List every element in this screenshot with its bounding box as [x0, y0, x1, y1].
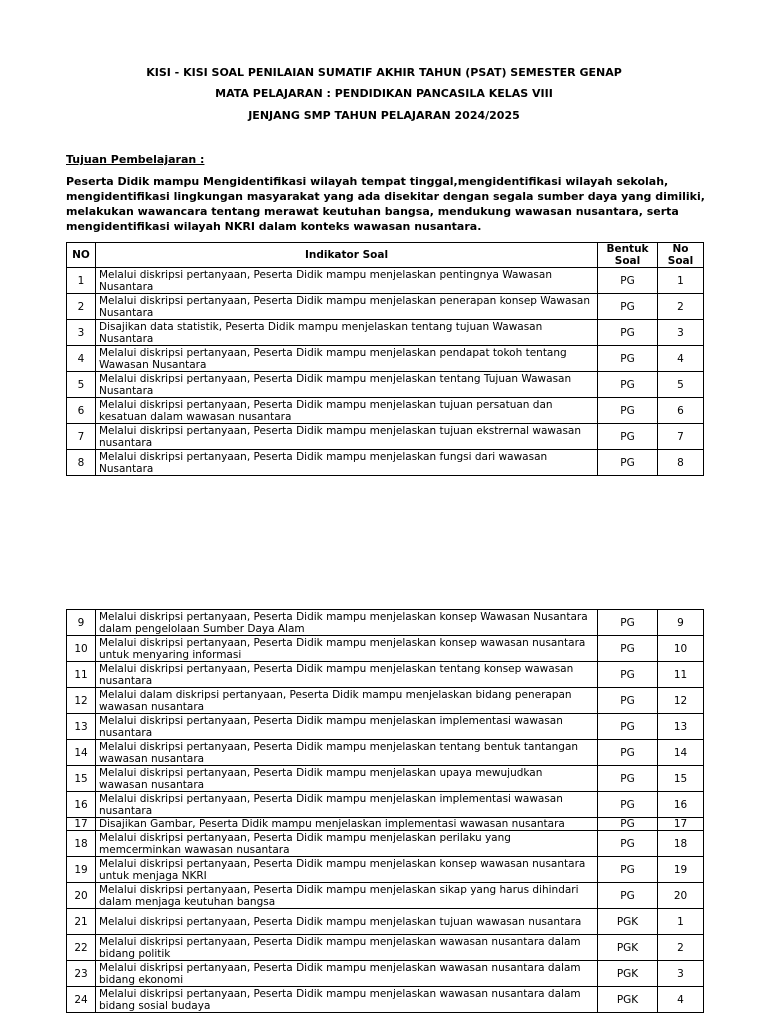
row-number: 24: [67, 987, 96, 1013]
row-bentuk-soal: PGK: [598, 961, 658, 987]
row-indikator: Melalui diskripsi pertanyaan, Peserta Didik mampu menjelaskan tujuan persatuan dan kesatuan dalam wawasan nusantara: [96, 398, 598, 424]
table-row: [67, 450, 704, 476]
row-number: 9: [67, 610, 96, 636]
row-no-soal: 10: [658, 636, 704, 662]
table-row: [67, 883, 704, 909]
row-bentuk-soal: PG: [598, 610, 658, 636]
table-row: [67, 792, 704, 818]
table-row: [67, 636, 704, 662]
row-number: 2: [67, 294, 96, 320]
row-no-soal: 5: [658, 372, 704, 398]
row-bentuk-soal: PG: [598, 294, 658, 320]
table-row: [67, 935, 704, 961]
table-row: [67, 662, 704, 688]
row-bentuk-soal: PGK: [598, 909, 658, 935]
row-number: 18: [67, 831, 96, 857]
table-row: [67, 610, 704, 636]
row-number: 21: [67, 909, 96, 935]
row-number: 12: [67, 688, 96, 714]
row-no-soal: 12: [658, 688, 704, 714]
row-number: 17: [67, 818, 96, 831]
row-no-soal: 1: [658, 268, 704, 294]
row-indikator: Melalui dalam diskripsi pertanyaan, Peserta Didik mampu menjelaskan bidang penerapan wawasan nusantara: [96, 688, 598, 714]
row-indikator: Melalui diskripsi pertanyaan, Peserta Didik mampu menjelaskan konsep wawasan nusantara untuk menyaring informasi: [96, 636, 598, 662]
row-bentuk-soal: PG: [598, 662, 658, 688]
row-bentuk-soal: PG: [598, 831, 658, 857]
row-bentuk-soal: PG: [598, 792, 658, 818]
table-row: [67, 398, 704, 424]
row-no-soal: 2: [658, 294, 704, 320]
row-no-soal: 4: [658, 346, 704, 372]
table-row: [67, 857, 704, 883]
table-row: [67, 320, 704, 346]
table-row: [67, 818, 704, 831]
table-row: [67, 766, 704, 792]
row-no-soal: 9: [658, 610, 704, 636]
row-bentuk-soal: PG: [598, 688, 658, 714]
row-indikator: Melalui diskripsi pertanyaan, Peserta Didik mampu menjelaskan pendapat tokoh tentang Wawasan Nusantara: [96, 346, 598, 372]
row-number: 15: [67, 766, 96, 792]
row-bentuk-soal: PG: [598, 636, 658, 662]
row-indikator: Melalui diskripsi pertanyaan, Peserta Didik mampu menjelaskan sikap yang harus dihindari dalam menjaga keutuhan bangsa: [96, 883, 598, 909]
school-year-title: JENJANG SMP TAHUN PELAJARAN 2024/2025: [248, 109, 520, 122]
row-no-soal: 3: [658, 961, 704, 987]
row-bentuk-soal: PG: [598, 424, 658, 450]
table-row: [67, 372, 704, 398]
row-no-soal: 6: [658, 398, 704, 424]
row-number: 6: [67, 398, 96, 424]
row-number: 4: [67, 346, 96, 372]
row-indikator: Disajikan Gambar, Peserta Didik mampu menjelaskan implementasi wawasan nusantara: [96, 818, 598, 831]
header-indikator: Indikator Soal: [96, 243, 598, 268]
row-no-soal: 19: [658, 857, 704, 883]
row-bentuk-soal: PGK: [598, 935, 658, 961]
row-bentuk-soal: PG: [598, 398, 658, 424]
table-row: [67, 961, 704, 987]
header-bentuk-soal: Bentuk Soal: [598, 243, 658, 268]
learning-objective-text: Peserta Didik mampu Mengidentifikasi wilayah tempat tinggal,mengidentifikasi wilayah sekolah, mengidentifikasi lingkungan masyarakat yang ada disekitar dengan segala sumber daya yang dimiliki, melakukan wawancara tentang merawat keutuhan bangsa, mendukung wawasan nusantara, serta mengidentifikasi wilayah NKRI dalam konteks wawasan nusantara.: [66, 175, 705, 233]
subject-title: MATA PELAJARAN : PENDIDIKAN PANCASILA KELAS VIII: [215, 87, 553, 100]
table-row: [67, 688, 704, 714]
row-bentuk-soal: PG: [598, 818, 658, 831]
row-number: 11: [67, 662, 96, 688]
row-no-soal: 15: [658, 766, 704, 792]
row-indikator: Melalui diskripsi pertanyaan, Peserta Didik mampu menjelaskan tentang Tujuan Wawasan Nusantara: [96, 372, 598, 398]
table-row: [67, 987, 704, 1013]
row-bentuk-soal: PG: [598, 372, 658, 398]
row-no-soal: 17: [658, 818, 704, 831]
table-row: [67, 714, 704, 740]
row-no-soal: 18: [658, 831, 704, 857]
row-no-soal: 7: [658, 424, 704, 450]
document-title: KISI - KISI SOAL PENILAIAN SUMATIF AKHIR TAHUN (PSAT) SEMESTER GENAP: [146, 66, 622, 79]
row-indikator: Melalui diskripsi pertanyaan, Peserta Didik mampu menjelaskan konsep Wawasan Nusantara dalam pengelolaan Sumber Daya Alam: [96, 610, 598, 636]
row-bentuk-soal: PG: [598, 857, 658, 883]
row-number: 13: [67, 714, 96, 740]
row-no-soal: 16: [658, 792, 704, 818]
row-number: 1: [67, 268, 96, 294]
row-number: 14: [67, 740, 96, 766]
row-indikator: Melalui diskripsi pertanyaan, Peserta Didik mampu menjelaskan implementasi wawasan nusantara: [96, 714, 598, 740]
row-no-soal: 4: [658, 987, 704, 1013]
row-bentuk-soal: PG: [598, 450, 658, 476]
row-indikator: Melalui diskripsi pertanyaan, Peserta Didik mampu menjelaskan upaya mewujudkan wawasan nusantara: [96, 766, 598, 792]
row-indikator: Melalui diskripsi pertanyaan, Peserta Didik mampu menjelaskan fungsi dari wawasan Nusantara: [96, 450, 598, 476]
table-header-row: [67, 243, 704, 268]
learning-objective-label: Tujuan Pembelajaran :: [66, 153, 205, 166]
row-no-soal: 2: [658, 935, 704, 961]
row-bentuk-soal: PG: [598, 346, 658, 372]
row-indikator: Melalui diskripsi pertanyaan, Peserta Didik mampu menjelaskan tujuan ekstrernal wawasan nusantara: [96, 424, 598, 450]
row-bentuk-soal: PGK: [598, 987, 658, 1013]
indicator-table-page-2: [66, 609, 704, 1013]
row-number: 22: [67, 935, 96, 961]
indicator-table-page-1: [66, 242, 704, 476]
row-no-soal: 11: [658, 662, 704, 688]
row-number: 19: [67, 857, 96, 883]
row-indikator: Melalui diskripsi pertanyaan, Peserta Didik mampu menjelaskan wawasan nusantara dalam bidang politik: [96, 935, 598, 961]
row-bentuk-soal: PG: [598, 320, 658, 346]
row-bentuk-soal: PG: [598, 714, 658, 740]
row-no-soal: 20: [658, 883, 704, 909]
row-indikator: Disajikan data statistik, Peserta Didik mampu menjelaskan tentang tujuan Wawasan Nusantara: [96, 320, 598, 346]
row-indikator: Melalui diskripsi pertanyaan, Peserta Didik mampu menjelaskan implementasi wawasan nusantara: [96, 792, 598, 818]
row-no-soal: 13: [658, 714, 704, 740]
row-indikator: Melalui diskripsi pertanyaan, Peserta Didik mampu menjelaskan penerapan konsep Wawasan Nusantara: [96, 294, 598, 320]
table-row: [67, 424, 704, 450]
row-indikator: Melalui diskripsi pertanyaan, Peserta Didik mampu menjelaskan wawasan nusantara dalam bidang ekonomi: [96, 961, 598, 987]
table-row: [67, 909, 704, 935]
row-indikator: Melalui diskripsi pertanyaan, Peserta Didik mampu menjelaskan wawasan nusantara dalam bidang sosial budaya: [96, 987, 598, 1013]
row-number: 10: [67, 636, 96, 662]
row-indikator: Melalui diskripsi pertanyaan, Peserta Didik mampu menjelaskan tujuan wawasan nusantara: [96, 909, 598, 935]
header-no-soal: No Soal: [658, 243, 704, 268]
table-row: [67, 831, 704, 857]
header-no: NO: [67, 243, 96, 268]
row-number: 5: [67, 372, 96, 398]
row-number: 20: [67, 883, 96, 909]
row-no-soal: 3: [658, 320, 704, 346]
row-no-soal: 8: [658, 450, 704, 476]
row-number: 3: [67, 320, 96, 346]
row-bentuk-soal: PG: [598, 740, 658, 766]
row-bentuk-soal: PG: [598, 268, 658, 294]
row-indikator: Melalui diskripsi pertanyaan, Peserta Didik mampu menjelaskan pentingnya Wawasan Nusantara: [96, 268, 598, 294]
row-indikator: Melalui diskripsi pertanyaan, Peserta Didik mampu menjelaskan perilaku yang memcerminkan wawasan nusantara: [96, 831, 598, 857]
row-number: 23: [67, 961, 96, 987]
row-indikator: Melalui diskripsi pertanyaan, Peserta Didik mampu menjelaskan tentang konsep wawasan nusantara: [96, 662, 598, 688]
row-number: 7: [67, 424, 96, 450]
row-bentuk-soal: PG: [598, 766, 658, 792]
table-row: [67, 294, 704, 320]
table-row: [67, 346, 704, 372]
row-indikator: Melalui diskripsi pertanyaan, Peserta Didik mampu menjelaskan tentang bentuk tantangan wawasan nusantara: [96, 740, 598, 766]
row-number: 8: [67, 450, 96, 476]
row-bentuk-soal: PG: [598, 883, 658, 909]
table-row: [67, 740, 704, 766]
table-row: [67, 268, 704, 294]
row-indikator: Melalui diskripsi pertanyaan, Peserta Didik mampu menjelaskan konsep wawasan nusantara untuk menjaga NKRI: [96, 857, 598, 883]
row-no-soal: 14: [658, 740, 704, 766]
row-number: 16: [67, 792, 96, 818]
row-no-soal: 1: [658, 909, 704, 935]
